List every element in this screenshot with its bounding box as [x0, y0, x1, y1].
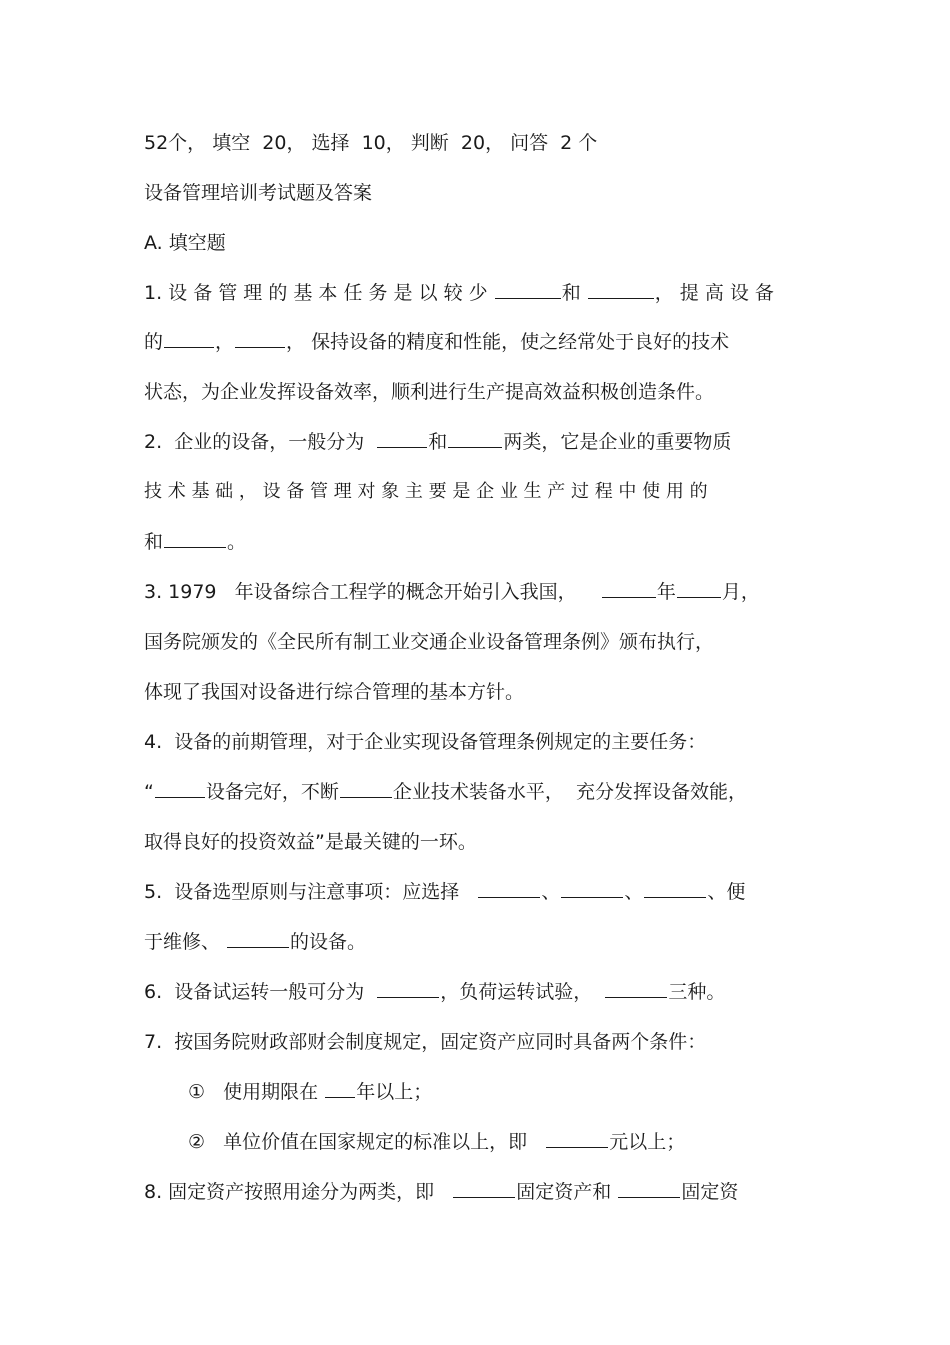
q6-blank-2[interactable] [605, 979, 667, 998]
q1-blank-4[interactable] [235, 329, 285, 348]
q7-blank-1[interactable] [325, 1079, 355, 1098]
q1-text-e: ， [215, 331, 235, 353]
q1-text-b: 和 [561, 282, 587, 304]
question-4-line-1: 4. 设备的前期管理，对于企业实现设备管理条例规定的主要任务： [144, 731, 707, 753]
question-2-line-1 [144, 429, 731, 455]
question-1-line-2 [144, 329, 729, 355]
q1-blank-1[interactable] [495, 280, 561, 299]
header-line: 52个， 填空 20， 选择 10， 判断 20， 问答 2 个 [144, 132, 598, 154]
question-7-line-1: 7. 按国务院财政部财会制度规定，固定资产应同时具备两个条件： [144, 1031, 707, 1053]
q1-text-a: 1. 设 备 管 理 的 基 本 任 务 是 以 较 少 [144, 282, 494, 304]
question-4-line-2 [144, 779, 747, 805]
q5-blank-4[interactable] [227, 929, 289, 948]
q5-blank-3[interactable] [644, 879, 706, 898]
q5-text-d: 的设备。 [290, 931, 367, 953]
q4-blank-2[interactable] [340, 779, 392, 798]
q1-text-c: ， 提 高 设 备 [654, 282, 774, 304]
q4-text-a: “ [144, 781, 154, 803]
q6-text-c: 三种。 [668, 981, 726, 1003]
q2-blank-1[interactable] [377, 429, 427, 448]
q4-text-b: 设备完好，不断 [205, 781, 339, 803]
question-5-line-2 [144, 929, 366, 955]
document-title: 设备管理培训考试题及答案 [144, 182, 373, 204]
q3-blank-month[interactable] [677, 579, 721, 598]
question-2-line-2: 技 术 基 础 ， 设 备 管 理 对 象 主 要 是 企 业 生 产 过 程 中 使 用 的 [144, 481, 708, 502]
q4-blank-1[interactable] [155, 779, 205, 798]
q8-text-a: 8. 固定资产按照用途分为两类，即 [144, 1181, 453, 1203]
q5-text-a: 5. 设备选型原则与注意事项：应选择 [144, 881, 478, 903]
question-8-line-1 [144, 1179, 738, 1205]
q3-text-c: 月， [721, 581, 760, 603]
question-7-item-1 [188, 1079, 432, 1105]
q7-text-c: ② 单位价值在国家规定的标准以上，即 [188, 1131, 546, 1153]
q5-blank-2[interactable] [561, 879, 623, 898]
q2-text-e: 。 [227, 531, 247, 553]
question-5-line-1 [144, 879, 745, 905]
question-3-line-2: 国务院颁发的《全民所有制工业交通企业设备管理条例》颁布执行， [144, 631, 715, 653]
q6-text-a: 6. 设备试运转一般可分为 [144, 981, 377, 1003]
q8-text-c: 固定资 [681, 1181, 739, 1203]
q3-blank-year[interactable] [602, 579, 656, 598]
q1-blank-3[interactable] [164, 329, 214, 348]
q3-text-a: 3. 1979 年设备综合工程学的概念开始引入我国， [144, 581, 601, 603]
question-4-line-3: 取得良好的投资效益”是最关键的一环。 [144, 831, 477, 853]
question-1-line-1 [144, 280, 774, 306]
q1-text-d: 的 [144, 331, 164, 353]
q8-text-b: 固定资产和 [516, 1181, 618, 1203]
section-heading: A. 填空题 [144, 232, 226, 254]
q1-blank-2[interactable] [588, 280, 654, 299]
q7-blank-2[interactable] [546, 1129, 608, 1148]
q5-text-b: 、便 [707, 881, 746, 903]
question-3-line-1 [144, 579, 760, 605]
q6-text-b: ，负荷运转试验， [440, 981, 605, 1003]
q4-text-c: 企业技术装备水平， 充分发挥设备效能， [392, 781, 747, 803]
q2-text-d: 和 [144, 531, 164, 553]
q1-text-f: ， 保持设备的精度和性能，使之经常处于良好的技术 [286, 331, 730, 353]
question-2-line-3 [144, 529, 246, 555]
q2-text-b: 和 [428, 431, 448, 453]
q5-text-c: 于维修、 [144, 931, 227, 953]
question-6-line-1 [144, 979, 725, 1005]
q8-blank-2[interactable] [618, 1179, 680, 1198]
q5-sep-2: 、 [624, 881, 644, 903]
q5-blank-1[interactable] [478, 879, 540, 898]
q2-blank-2[interactable] [448, 429, 502, 448]
q5-sep-1: 、 [541, 881, 561, 903]
q2-blank-3[interactable] [164, 529, 226, 548]
q7-text-a: ① 使用期限在 [188, 1081, 325, 1103]
question-7-item-2 [188, 1129, 685, 1155]
q7-text-b: 年以上； [356, 1081, 433, 1103]
q8-blank-1[interactable] [453, 1179, 515, 1198]
q3-text-b: 年 [656, 581, 676, 603]
question-1-line-3: 状态，为企业发挥设备效率，顺利进行生产提高效益积极创造条件。 [144, 381, 715, 403]
q2-text-a: 2. 企业的设备，一般分为 [144, 431, 377, 453]
q2-text-c: 两类，它是企业的重要物质 [503, 431, 732, 453]
q6-blank-1[interactable] [377, 979, 439, 998]
question-3-line-3: 体现了我国对设备进行综合管理的基本方针。 [144, 681, 525, 703]
q7-text-d: 元以上； [609, 1131, 686, 1153]
